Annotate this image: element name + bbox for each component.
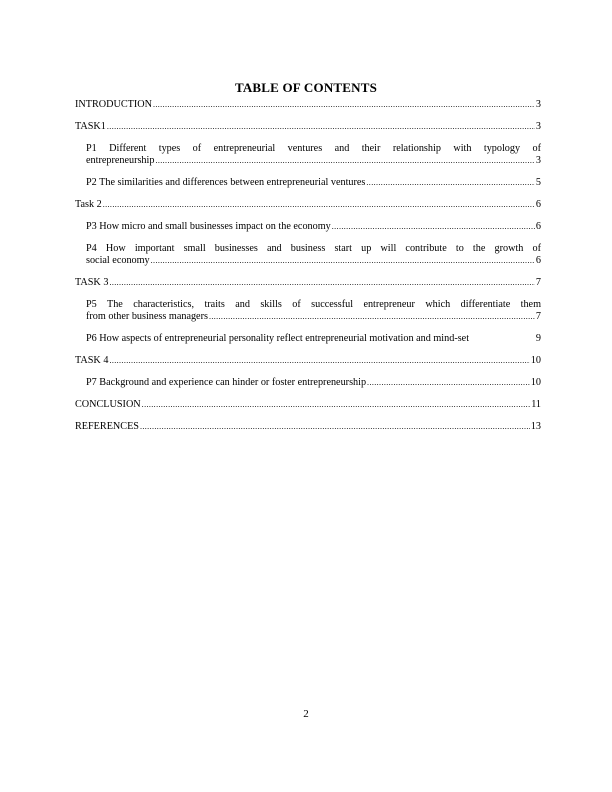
dot-leader xyxy=(140,421,530,433)
toc-entry-page: 3 xyxy=(535,121,541,132)
toc-entry-label: INTRODUCTION xyxy=(75,99,152,110)
toc-entry-page: 5 xyxy=(535,177,541,188)
toc-entry-label: P7 Background and experience can hinder or foster entrepreneurship xyxy=(86,377,367,388)
dot-leader xyxy=(155,155,534,167)
toc-entry-label-line2: social economy xyxy=(86,255,150,266)
toc-entry-page: 3 xyxy=(535,99,541,110)
toc-entry-page: 3 xyxy=(535,155,541,166)
toc-entry-p4[interactable] xyxy=(75,243,541,267)
dot-leader xyxy=(109,355,529,367)
toc-entry-conclusion[interactable] xyxy=(75,399,541,411)
toc-entry-p3[interactable] xyxy=(75,221,541,233)
toc-entry-label: Task 2 xyxy=(75,199,102,210)
toc-entry-label: P6 How aspects of entrepreneurial personality reflect entrepreneurial motivation and mind-set xyxy=(86,333,470,344)
dot-leader xyxy=(367,377,530,389)
toc-entry-page: 10 xyxy=(530,355,541,366)
toc-entry-page: 7 xyxy=(535,311,541,322)
toc-title: TABLE OF CONTENTS xyxy=(234,80,378,95)
toc-entry-task1[interactable] xyxy=(75,121,541,133)
toc-entry-page: 10 xyxy=(530,377,541,388)
toc-entry-page: 6 xyxy=(535,255,541,266)
toc-entry-page: 6 xyxy=(535,221,541,232)
toc-entry-p7[interactable] xyxy=(75,377,541,389)
toc-entry-task3[interactable] xyxy=(75,277,541,289)
toc-entry-label-line1: P1 Different types of entrepreneurial ventures and their relationship with typology of xyxy=(86,143,541,154)
toc-entry-page: 11 xyxy=(531,399,541,410)
toc-entry-label-line1: P5 The characteristics, traits and skills of successful entrepreneur which differentiate them xyxy=(86,299,541,310)
toc-entry-label-line2: entrepreneurship xyxy=(86,155,155,166)
toc-entry-label-line1: P4 How important small businesses and business start up will contribute to the growth of xyxy=(86,243,541,254)
toc-entry-page: 13 xyxy=(530,421,541,432)
toc-entry-p6[interactable] xyxy=(75,333,541,345)
toc-entry-label: REFERENCES xyxy=(75,421,139,432)
dot-leader xyxy=(151,255,535,267)
toc-entry-p1[interactable] xyxy=(75,143,541,167)
toc-entry-label-line2: from other business managers xyxy=(86,311,208,322)
toc-entry-page: 9 xyxy=(535,333,541,344)
toc-entry-page: 7 xyxy=(535,277,541,288)
dot-leader xyxy=(153,99,535,111)
toc-entry-label: TASK 4 xyxy=(75,355,109,366)
toc-entry-task4[interactable] xyxy=(75,355,541,367)
toc-entry-label: CONCLUSION xyxy=(75,399,141,410)
dot-leader xyxy=(209,311,535,323)
dot-leader xyxy=(109,277,534,289)
toc-entry-label: P3 How micro and small businesses impact on the economy xyxy=(86,221,331,232)
toc-entry-p5[interactable] xyxy=(75,299,541,323)
dot-leader xyxy=(142,399,531,411)
toc-entry-label: P2 The similarities and differences between entrepreneurial ventures xyxy=(86,177,366,188)
toc-entry-task2[interactable] xyxy=(75,199,541,211)
toc-entry-label: TASK1 xyxy=(75,121,106,132)
table-of-contents xyxy=(75,99,541,433)
page-number: 2 xyxy=(303,708,309,720)
toc-entry-introduction[interactable] xyxy=(75,99,541,111)
dot-leader xyxy=(366,177,535,189)
toc-entry-label: TASK 3 xyxy=(75,277,109,288)
dot-leader xyxy=(332,221,535,233)
dot-leader xyxy=(103,199,535,211)
dot-leader xyxy=(107,121,535,133)
toc-entry-references[interactable] xyxy=(75,421,541,433)
toc-entry-p2[interactable] xyxy=(75,177,541,189)
toc-entry-page: 6 xyxy=(535,199,541,210)
